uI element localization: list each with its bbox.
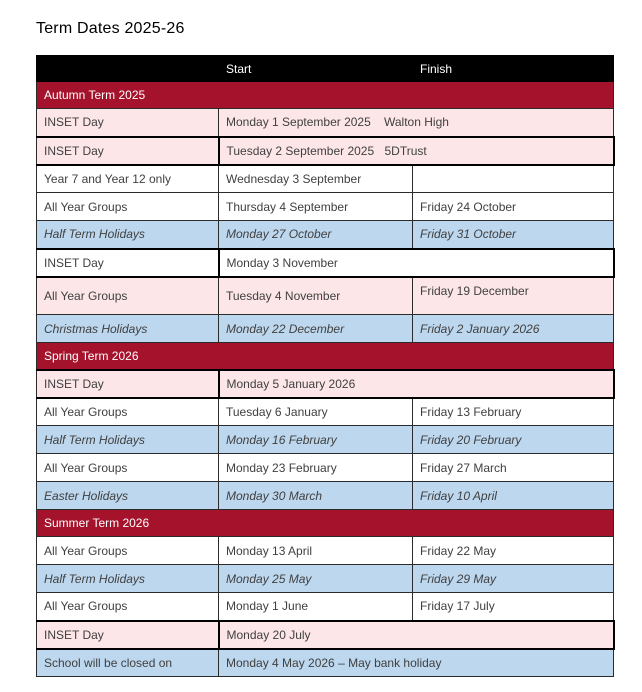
start-date-cell: Monday 16 February xyxy=(219,426,413,454)
start-date-text: Monday 1 September 2025 xyxy=(226,115,371,130)
start-date-cell: Thursday 4 September xyxy=(219,193,413,221)
finish-date-cell: Friday 2 January 2026 xyxy=(413,315,614,343)
start-date-cell: Monday 22 December xyxy=(219,315,413,343)
event-label-cell: Half Term Holidays xyxy=(37,221,219,249)
column-header-finish: Finish xyxy=(413,56,614,82)
table-row xyxy=(37,109,614,137)
start-date-cell: Monday 20 July xyxy=(219,621,614,649)
finish-date-cell: Friday 10 April xyxy=(413,482,614,510)
start-date-cell: Monday 13 April xyxy=(219,537,413,565)
event-note: Walton High xyxy=(384,115,449,130)
section-header-row xyxy=(37,343,614,370)
table-row xyxy=(37,482,614,510)
table-row xyxy=(37,454,614,482)
table-row xyxy=(37,193,614,221)
start-date-cell: Monday 25 May xyxy=(219,565,413,593)
event-label-cell: INSET Day xyxy=(37,621,219,649)
start-date-cell: Monday 27 October xyxy=(219,221,413,249)
finish-date-cell: Friday 24 October xyxy=(413,193,614,221)
event-note: 5DTrust xyxy=(384,143,427,158)
start-date-cell: Monday 3 November xyxy=(219,249,614,277)
event-label-cell: Christmas Holidays xyxy=(37,315,219,343)
section-header-row xyxy=(37,510,614,537)
start-date-cell xyxy=(219,137,614,165)
column-header-empty xyxy=(37,56,219,82)
start-date-cell xyxy=(219,109,614,137)
section-header-row xyxy=(37,82,614,109)
table-row xyxy=(37,165,614,193)
event-label-cell: Half Term Holidays xyxy=(37,426,219,454)
section-title: Summer Term 2026 xyxy=(37,510,614,537)
start-date-cell: Monday 5 January 2026 xyxy=(219,370,614,398)
column-header-start: Start xyxy=(219,56,413,82)
table-row xyxy=(37,426,614,454)
event-label-cell: All Year Groups xyxy=(37,537,219,565)
section-title: Autumn Term 2025 xyxy=(37,82,614,109)
finish-date-cell: Friday 29 May xyxy=(413,565,614,593)
event-label-cell: Year 7 and Year 12 only xyxy=(37,165,219,193)
table-row xyxy=(37,315,614,343)
event-label-cell: Easter Holidays xyxy=(37,482,219,510)
event-label-cell: All Year Groups xyxy=(37,593,219,621)
event-label-cell: INSET Day xyxy=(37,137,219,165)
term-dates-table xyxy=(36,55,615,677)
table-row xyxy=(37,370,614,398)
start-date-cell: Monday 30 March xyxy=(219,482,413,510)
table-row xyxy=(37,137,614,165)
event-label-cell: School will be closed on xyxy=(37,649,219,677)
table-row xyxy=(37,221,614,249)
event-label-cell: INSET Day xyxy=(37,370,219,398)
finish-date-cell: Friday 20 February xyxy=(413,426,614,454)
finish-date-cell: Friday 13 February xyxy=(413,398,614,426)
event-label-cell: All Year Groups xyxy=(37,193,219,221)
event-label-cell: Half Term Holidays xyxy=(37,565,219,593)
start-date-cell: Tuesday 6 January xyxy=(219,398,413,426)
start-date-cell: Wednesday 3 September xyxy=(219,165,413,193)
table-row xyxy=(37,565,614,593)
finish-date-cell: Friday 17 July xyxy=(413,593,614,621)
table-row xyxy=(37,537,614,565)
event-label-cell: INSET Day xyxy=(37,109,219,137)
finish-date-cell: Friday 27 March xyxy=(413,454,614,482)
finish-date-cell: Friday 19 December xyxy=(413,277,614,315)
table-row xyxy=(37,621,614,649)
start-date-cell: Monday 4 May 2026 – May bank holiday xyxy=(219,649,614,677)
table-row xyxy=(37,649,614,677)
event-label-cell: INSET Day xyxy=(37,249,219,277)
table-row xyxy=(37,249,614,277)
finish-date-cell xyxy=(413,165,614,193)
table-row xyxy=(37,277,614,315)
event-label-cell: All Year Groups xyxy=(37,398,219,426)
page-title: Term Dates 2025-26 xyxy=(36,20,185,37)
finish-date-cell: Friday 22 May xyxy=(413,537,614,565)
table-row xyxy=(37,398,614,426)
event-label-cell: All Year Groups xyxy=(37,454,219,482)
start-date-cell: Tuesday 4 November xyxy=(219,277,413,315)
table-body xyxy=(37,82,614,677)
start-date-cell: Monday 1 June xyxy=(219,593,413,621)
column-header-row xyxy=(37,56,614,82)
event-label-cell: All Year Groups xyxy=(37,277,219,315)
finish-date-cell: Friday 31 October xyxy=(413,221,614,249)
start-date-cell: Monday 23 February xyxy=(219,454,413,482)
start-date-text: Tuesday 2 September 2025 xyxy=(226,143,375,158)
section-title: Spring Term 2026 xyxy=(37,343,614,370)
table-row xyxy=(37,593,614,621)
